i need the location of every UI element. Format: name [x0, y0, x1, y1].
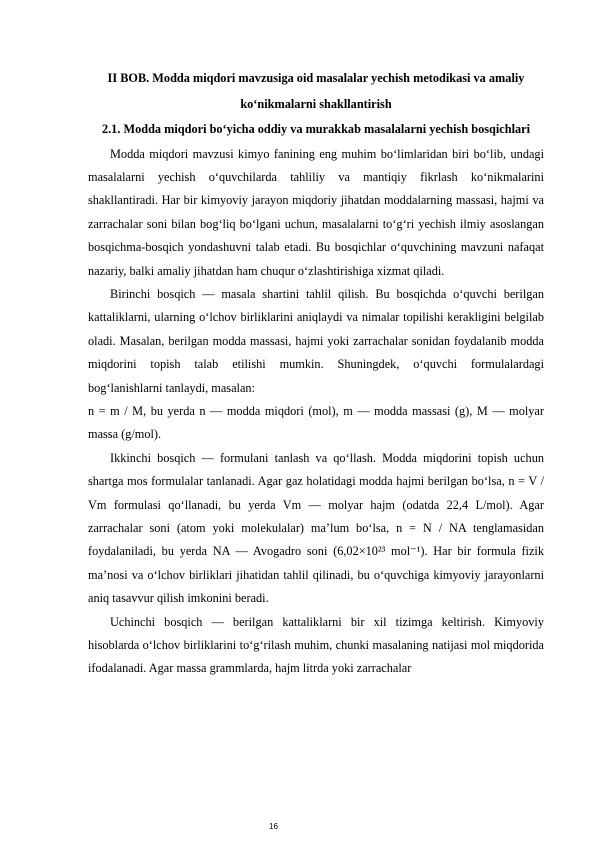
paragraph-step-one: Birinchi bosqich — masala shartini tahlil qilish. Bu bosqichda o‘quvchi berilgan kattaliklarni, ularning o‘lchov birliklarini aniqlaydi va nimalar topilishi kerakligini belgilab oladi. Masalan, berilgan modda massasi, hajmi yoki zarrachalar sonidan foydalanib modda miqdorini topish talab etilishi mumkin. Shuningdek, o‘quvchi formulalardagi bog‘lanishlarni tanlaydi, masalan:	[88, 286, 544, 395]
document-page	[88, 66, 544, 681]
section-title: 2.1. Modda miqdori bo‘yicha oddiy va murakkab masalalarni yechish bosqichlari	[101, 122, 531, 136]
chapter-title: II BOB. Modda miqdori mavzusiga oid masalalar yechish metodikasi va amaliy ko‘nikmalarni shakllantirish	[107, 71, 525, 111]
paragraph-step-three: Uchinchi bosqich — berilgan kattaliklarni bir xil tizimga keltirish. Kimyoviy hisoblarda o‘lchov birliklarini to‘g‘rilash muhim, chunki masalaning natijasi mol miqdorida ifodalanadi. Agar massa grammlarda, hajm litrda yoki zarrachalar	[88, 614, 544, 676]
formula-line: n = m / M, bu yerda n — modda miqdori (mol), m — modda massasi (g), M — molyar massa (g/mol).	[88, 403, 544, 442]
paragraph-intro: Modda miqdori mavzusi kimyo fanining eng muhim bo‘limlaridan biri bo‘lib, undagi masalalarni yechish o‘quvchilarda tahliliy va mantiqiy fikrlash ko‘nikmalarini shakllantiradi. Har bir kimyoviy jarayon miqdoriy jihatdan moddalarning massasi, hajmi va zarrachalar soni bilan bog‘liq bo‘lgani uchun, masalalarni to‘g‘ri yechish ilmiy asoslangan bosqichma-bosqich yondashuvni talab etadi. Bu bosqichlar o‘quvchining mavzuni nafaqat nazariy, balki amaliy jihatdan ham chuqur o‘zlashtirishiga xizmat qiladi.	[88, 146, 544, 278]
paragraph-step-two: Ikkinchi bosqich — formulani tanlash va qo‘llash. Modda miqdorini topish uchun shartga mos formulalar tanlanadi. Agar gaz holatidagi modda hajmi berilgan bo‘lsa, n = V / Vm formulasi qo‘llanadi, bu yerda Vm — molyar hajm (odatda 22,4 L/mol). Agar zarrachalar soni (atom yoki molekulalar) ma’lum bo‘lsa, n = N / NA tenglamasidan foydalaniladi, bu yerda NA — Avogadro soni (6,02×10²³ mol⁻¹). Har bir formula fizik ma’nosi va o‘lchov birliklari jihatidan tahlil qilinadi, bu o‘quvchiga kimyoviy jarayonlarni aniq tasavvur qilish imkonini beradi.	[88, 450, 544, 606]
page-number: 16	[269, 822, 278, 831]
